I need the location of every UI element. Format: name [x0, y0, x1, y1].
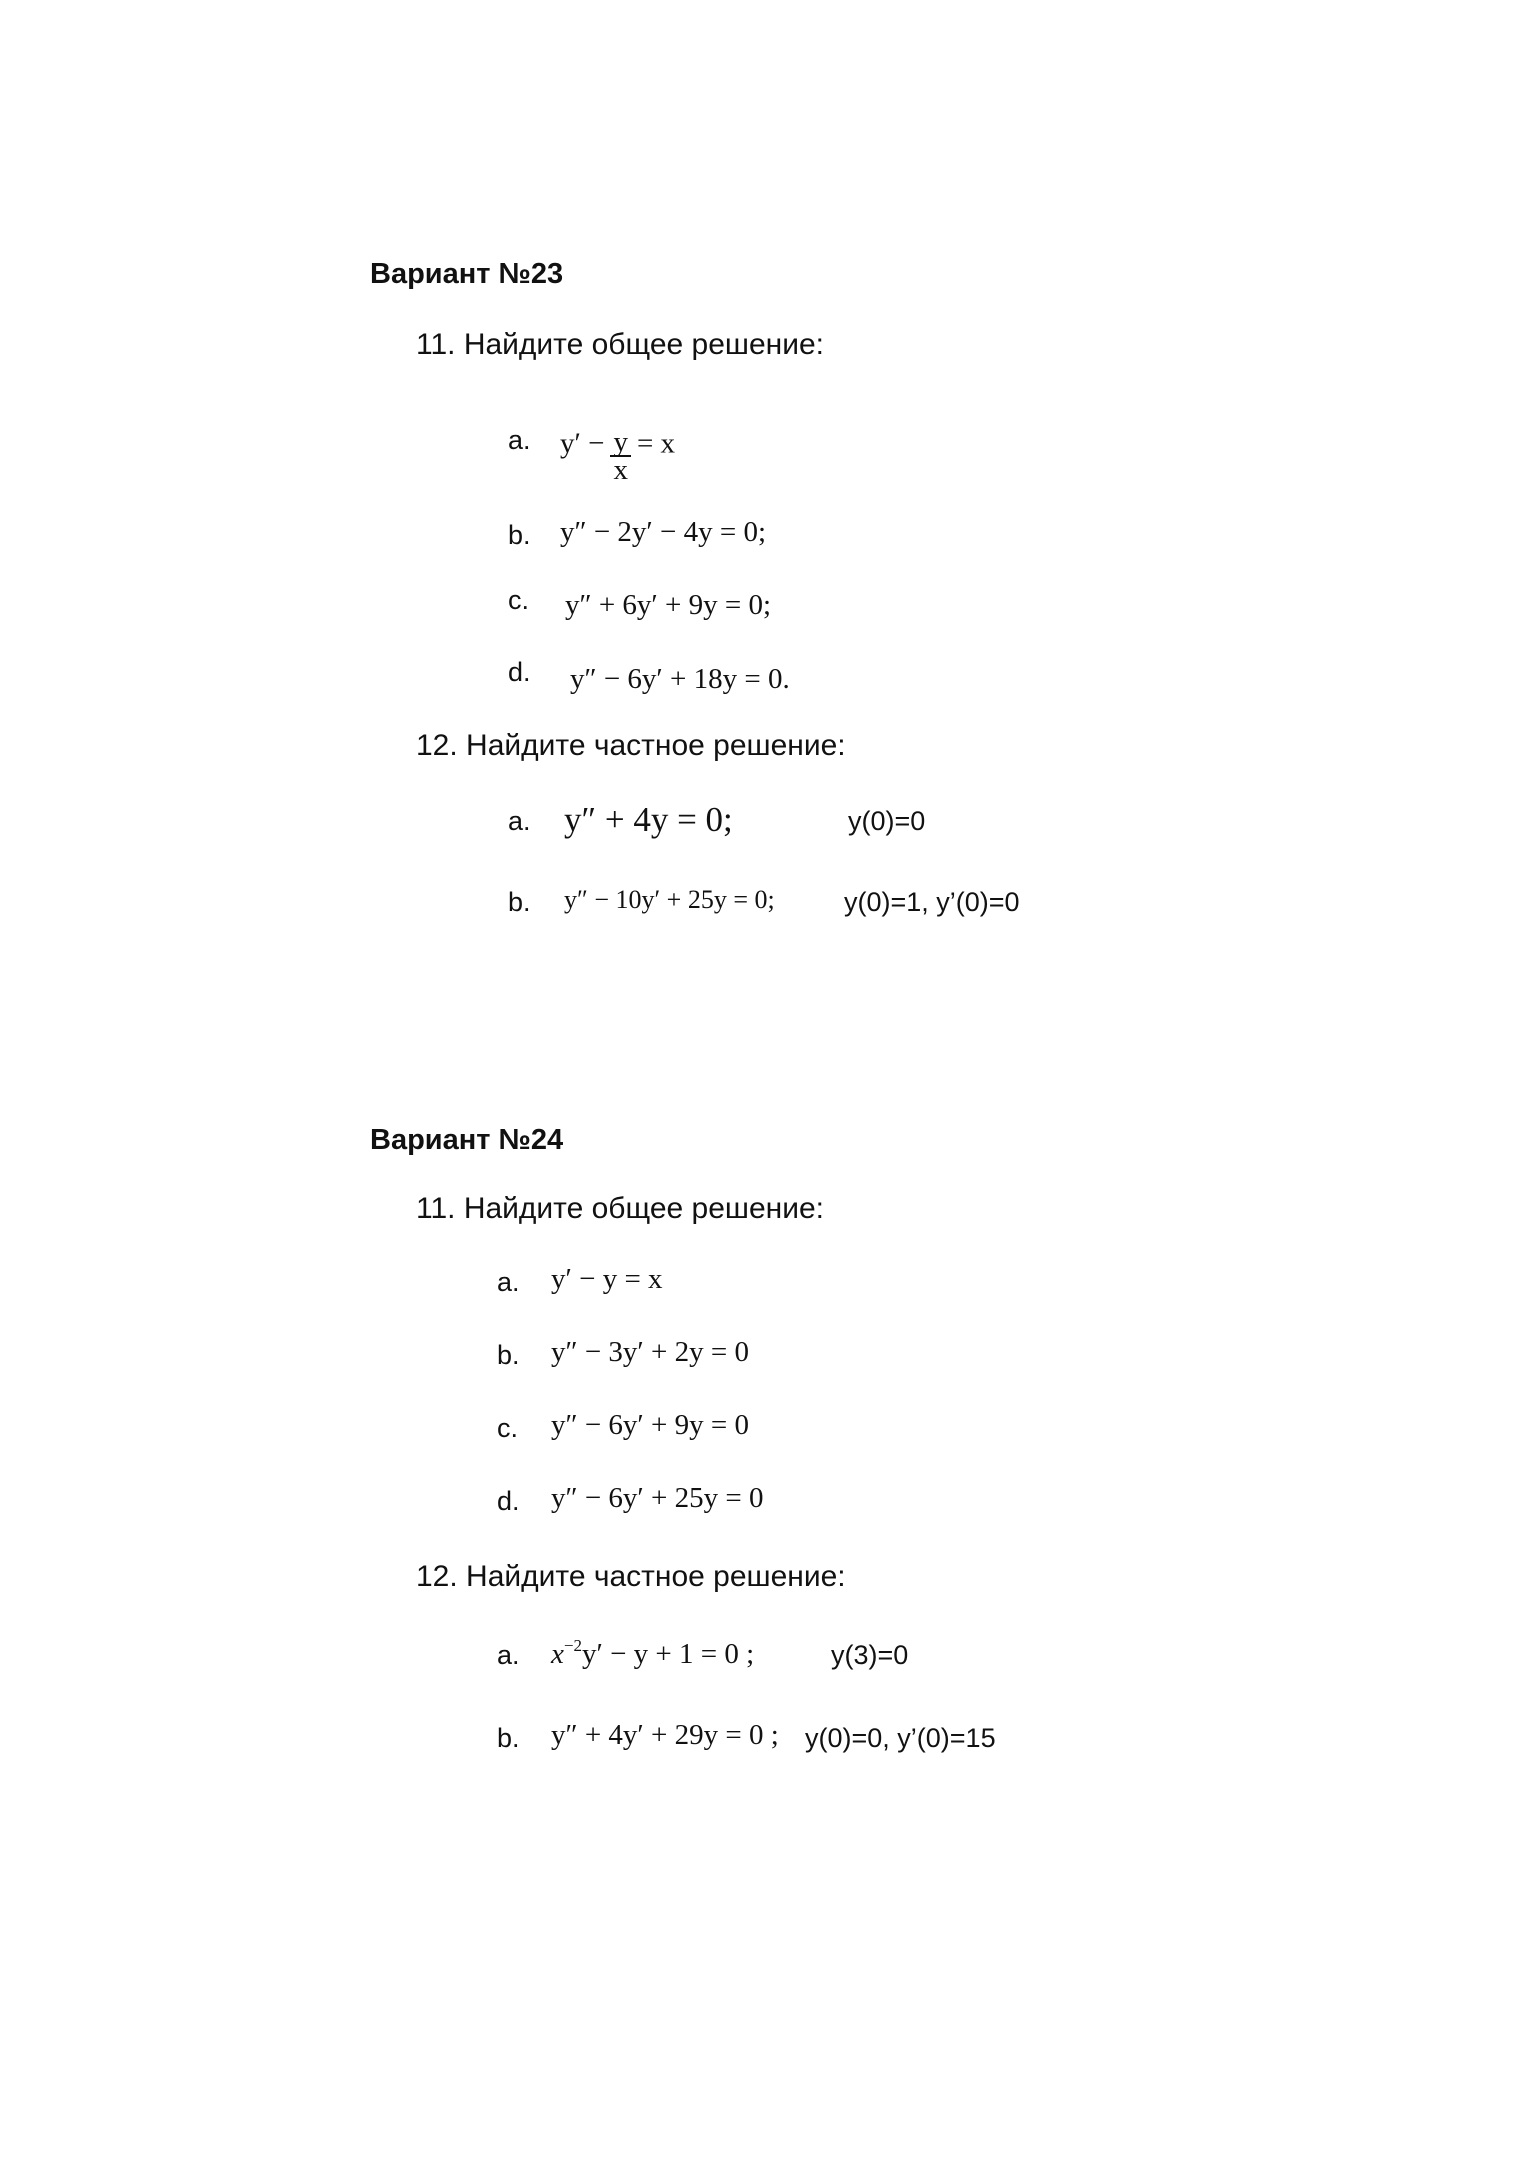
- equation-base: x: [551, 1638, 564, 1670]
- initial-condition: y(0)=0: [848, 806, 926, 836]
- initial-condition: y(3)=0: [831, 1640, 909, 1670]
- equation: [551, 1636, 754, 1671]
- variant-24-title: Вариант №24: [370, 1124, 564, 1156]
- fraction-numerator: y: [610, 429, 631, 457]
- variant-24-particular-task: 12. Найдите частное решение:: [416, 1560, 846, 1593]
- equation: y″ − 10y′ + 25y = 0;: [564, 885, 775, 914]
- equation: y″ − 6y′ + 9y = 0: [551, 1409, 749, 1441]
- item-label: c.: [508, 585, 530, 615]
- item-label: b.: [497, 1340, 520, 1370]
- equation-rhs: = x: [636, 427, 676, 460]
- equation: y″ − 6y′ + 18y = 0.: [570, 663, 790, 695]
- equation: y″ − 2y′ − 4y = 0;: [560, 516, 767, 548]
- item-label: d.: [497, 1486, 520, 1516]
- item-label: b.: [497, 1723, 520, 1753]
- item-label: c.: [497, 1413, 519, 1443]
- item-label: a.: [497, 1640, 520, 1670]
- item-label: b.: [508, 887, 531, 917]
- equation: y″ − 3y′ + 2y = 0: [551, 1336, 749, 1368]
- equation: y″ + 4y = 0;: [564, 800, 733, 839]
- equation: y″ + 4y′ + 29y = 0 ;: [551, 1719, 779, 1751]
- equation: y″ − 6y′ + 25y = 0: [551, 1482, 764, 1514]
- equation-exponent: −2: [563, 1636, 582, 1655]
- variant-24-general-task: 11. Найдите общее решение:: [416, 1192, 824, 1225]
- initial-condition: y(0)=0, y’(0)=15: [805, 1723, 996, 1753]
- item-label: a.: [497, 1267, 520, 1297]
- variant-23-particular-task: 12. Найдите частное решение:: [416, 729, 846, 762]
- equation: y′ − y = x: [551, 1263, 663, 1295]
- item-label: a.: [508, 806, 531, 836]
- variant-23-general-task: 11. Найдите общее решение:: [416, 328, 824, 361]
- equation-rest: y′ − y + 1 = 0 ;: [581, 1638, 755, 1670]
- item-label: b.: [508, 520, 531, 550]
- item-label: d.: [508, 657, 531, 687]
- equation: [560, 419, 676, 486]
- initial-condition: y(0)=1, y’(0)=0: [844, 887, 1020, 917]
- equation-lhs: y′ −: [560, 427, 605, 460]
- equation: y″ + 6y′ + 9y = 0;: [565, 589, 772, 621]
- variant-23-title: Вариант №23: [370, 258, 564, 290]
- fraction-denominator: x: [613, 454, 628, 486]
- fraction: [610, 426, 631, 486]
- item-label: a.: [508, 425, 531, 455]
